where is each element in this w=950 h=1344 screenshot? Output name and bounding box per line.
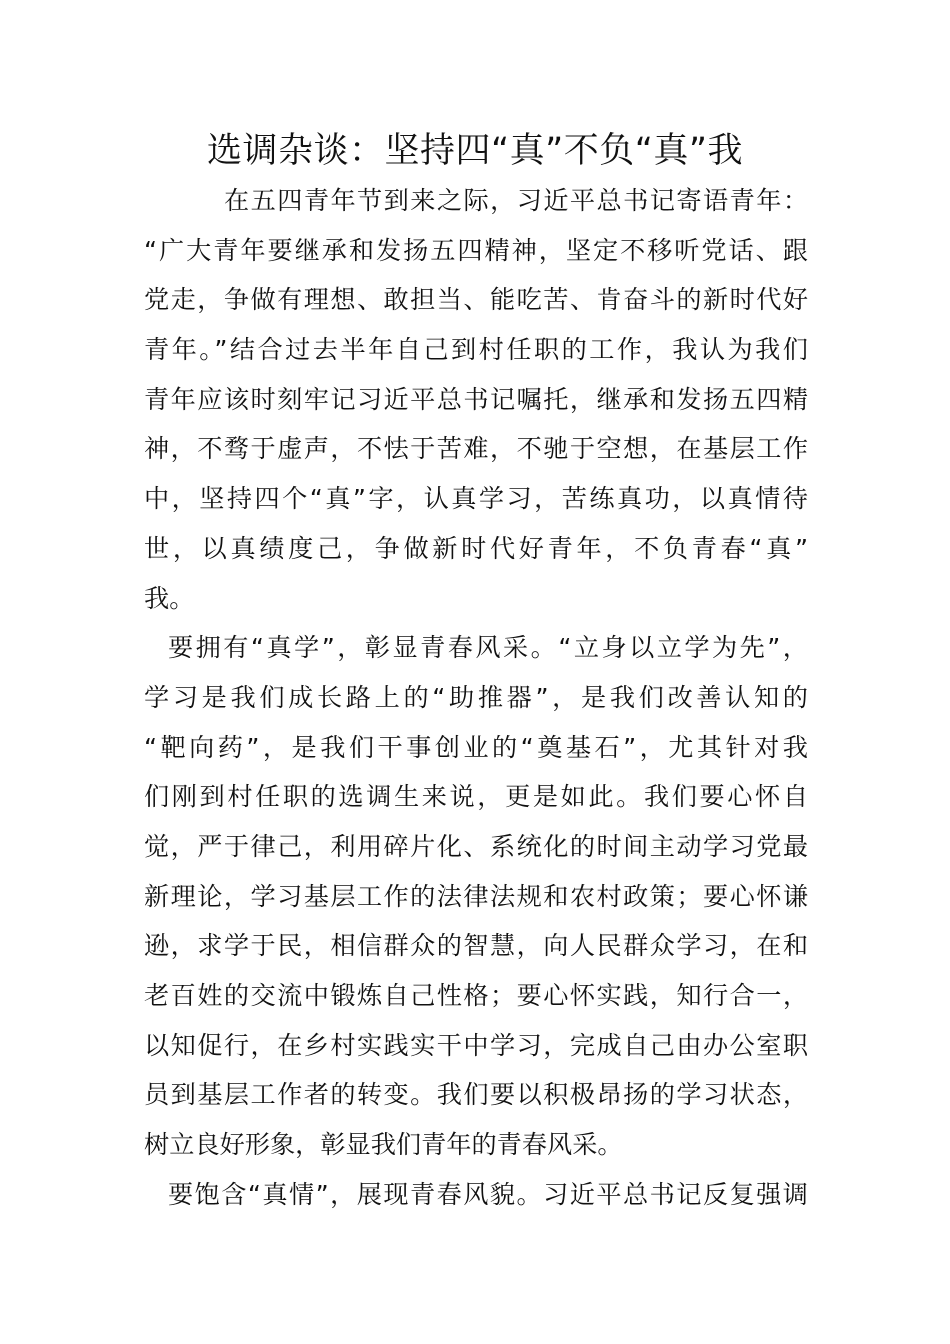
paragraph-line: 员到基层工作者的转变。我们要以积极昂扬的学习状态， (144, 1080, 808, 1110)
paragraph-line: 青年。”结合过去半年自己到村任职的工作，我认为我们 (144, 335, 808, 365)
paragraph-line: 老百姓的交流中锻炼自己性格；要心怀实践，知行合一， (144, 981, 808, 1010)
paragraph-line: 以知促行，在乡村实践实干中学习，完成自己由办公室职 (144, 1030, 808, 1060)
paragraph-line: 党走，争做有理想、敢担当、能吃苦、肯奋斗的新时代好 (144, 285, 808, 315)
paragraph-line: 学习是我们成长路上的“助推器”，是我们改善认知的 (144, 682, 808, 712)
paragraph-line: 我。 (144, 583, 195, 613)
paragraph-line: 们刚到村任职的选调生来说，更是如此。我们要心怀自 (144, 782, 808, 812)
paragraph-line: 树立良好形象，彰显我们青年的青春风采。 (144, 1130, 623, 1160)
paragraph-line: 在五四青年节到来之际，习近平总书记寄语青年： (224, 186, 808, 215)
paragraph-line: 要饱含“真情”，展现青春风貌。习近平总书记反复强调 (168, 1179, 808, 1209)
document-title: 选调杂谈：坚持四“真”不负“真”我 (206, 131, 744, 171)
document-body (144, 176, 808, 1219)
paragraph-line: 逊，求学于民，相信群众的智慧，向人民群众学习，在和 (144, 931, 808, 961)
paragraph-line: “靶向药”，是我们干事创业的“奠基石”，尤其针对我 (144, 732, 808, 762)
paragraph (144, 176, 808, 623)
paragraph (144, 1170, 808, 1220)
paragraph-line: 世，以真绩度己，争做新时代好青年，不负青春“真” (144, 533, 808, 563)
paragraph-line: 神，不骛于虚声，不怯于苦难，不驰于空想，在基层工作 (144, 434, 808, 464)
paragraph-line: 青年应该时刻牢记习近平总书记嘱托，继承和发扬五四精 (144, 384, 808, 414)
paragraph-line: 要拥有“真学”，彰显青春风采。“立身以立学为先”， (168, 633, 808, 663)
paragraph-line: 觉，严于律己，利用碎片化、系统化的时间主动学习党最 (144, 831, 808, 861)
paragraph-line: “广大青年要继承和发扬五四精神，坚定不移听党话、跟 (144, 235, 808, 265)
paragraph-line: 新理论，学习基层工作的法律法规和农村政策；要心怀谦 (144, 881, 808, 911)
paragraph-line: 中，坚持四个“真”字，认真学习，苦练真功，以真情待 (144, 484, 808, 514)
paragraph (144, 623, 808, 1170)
